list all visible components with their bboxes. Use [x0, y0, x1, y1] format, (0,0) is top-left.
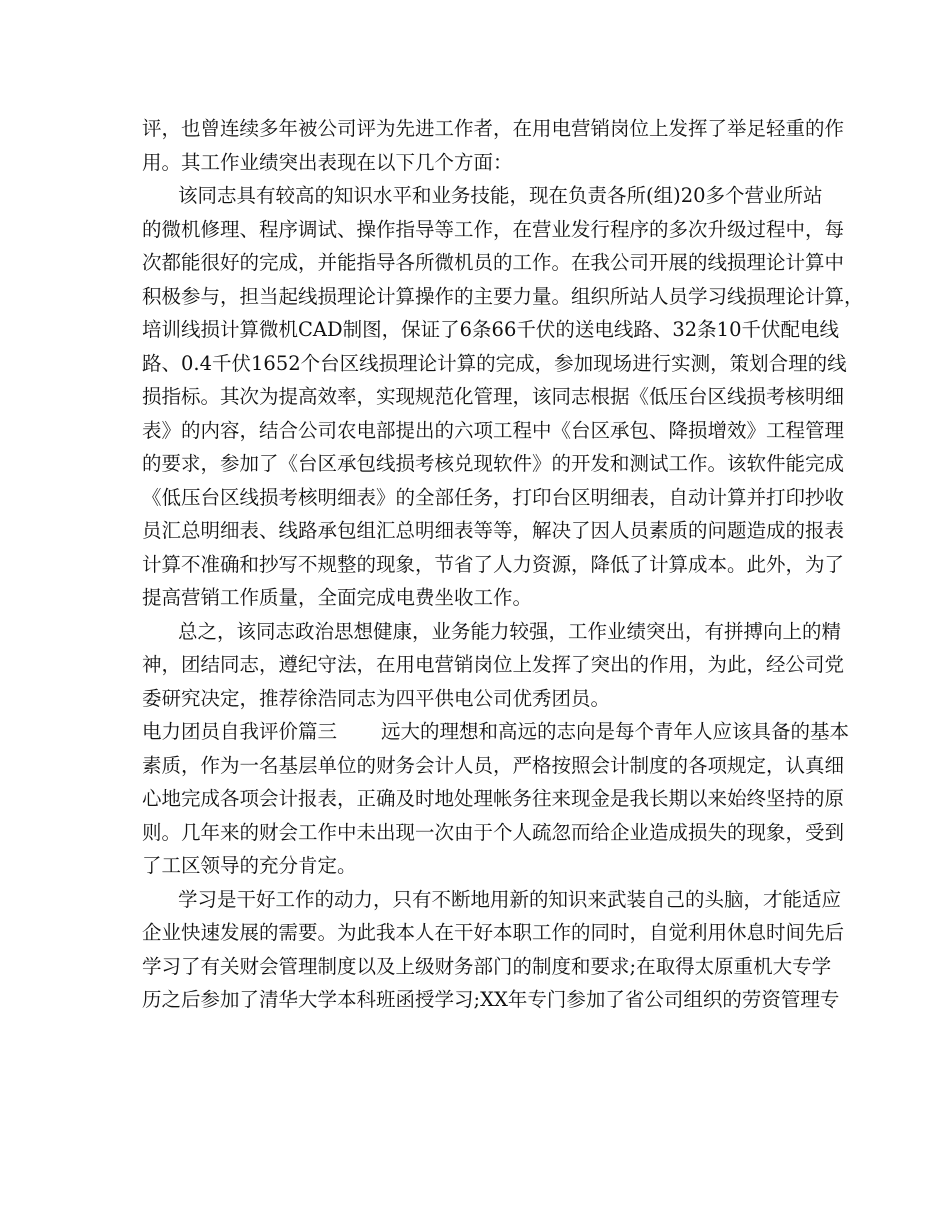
- text-line: 委研究决定，推荐徐浩同志为四平供电公司优秀团员。: [142, 686, 611, 710]
- text-line: 培训线损计算微机CAD制图，保证了6条66千伏的送电线路、32条10千伏配电线: [142, 318, 839, 341]
- text-line: 表》的内容，结合公司农电部提出的六项工程中《台区承包、降损增效》工程管理: [142, 418, 845, 442]
- text-line: 企业快速发展的需要。为此我本人在干好本职工作的同时，自觉利用休息时间先后: [142, 921, 845, 944]
- text-line: 该同志具有较高的知识水平和业务技能，现在负责各所(组)20多个营业所站: [178, 184, 823, 207]
- text-line: 总之，该同志政治思想健康，业务能力较强，工作业绩突出，有拼搏向上的精: [178, 619, 842, 643]
- text-line: 评，也曾连续多年被公司评为先进工作者，在用电营销岗位上发挥了举足轻重的作: [142, 117, 845, 140]
- document-body: [142, 112, 864, 1017]
- section-heading-line: [142, 715, 850, 749]
- text-line: 路、0.4千伏1652个台区线损理论计算的完成，参加现场进行实测，策划合理的线: [142, 351, 847, 375]
- text-line: 历之后参加了清华大学本科班函授学习;XX年专门参加了省公司组织的劳资管理专: [142, 988, 840, 1011]
- text-line: 次都能很好的完成，并能指导各所微机员的工作。在我公司开展的线损理论计算中: [142, 251, 845, 274]
- text-line: 用。其工作业绩突出表现在以下几个方面：: [142, 150, 513, 174]
- text-line: 学习了有关财会管理制度以及上级财务部门的制度和要求;在取得太原重机大专学: [142, 954, 832, 978]
- text-line: 了工区领导的充分肯定。: [142, 854, 357, 877]
- text-line: 《低压台区线损考核明细表》的全部任务，打印台区明细表，自动计算并打印抄收: [142, 485, 845, 509]
- text-line: 的微机修理、程序调试、操作指导等工作，在营业发行程序的多次升级过程中，每: [142, 217, 845, 241]
- text-line: 学习是干好工作的动力，只有不断地用新的知识来武装自己的头脑，才能适应: [178, 887, 842, 911]
- text-line: 的要求，参加了《台区承包线损考核兑现软件》的开发和测试工作。该软件能完成: [142, 452, 845, 475]
- text-line: 积极参与，担当起线损理论计算操作的主要力量。组织所站人员学习线损理论计算，: [142, 284, 864, 308]
- text-line: 损指标。其次为提高效率，实现规范化管理，该同志根据《低压台区线损考核明细: [142, 385, 845, 408]
- section-heading: 电力团员自我评价篇三: [142, 720, 338, 743]
- text-line: 则。几年来的财会工作中未出现一次由于个人疏忽而给企业造成损失的现象，受到: [142, 820, 845, 844]
- text-line: 心地完成各项会计报表，正确及时地处理帐务往来现金是我长期以来始终坚持的原: [142, 787, 845, 810]
- text-line: 提高营销工作质量，全面完成电费坐收工作。: [142, 586, 533, 609]
- text-line: 素质，作为一名基层单位的财务会计人员，严格按照会计制度的各项规定，认真细: [142, 753, 845, 777]
- text-line: 员汇总明细表、线路承包组汇总明细表等等，解决了因人员素质的问题造成的报表: [142, 519, 845, 542]
- text-line: 计算不准确和抄写不规整的现象，节省了人力资源，降低了计算成本。此外，为了: [142, 552, 845, 576]
- text-line: 远大的理想和高远的志向是每个青年人应该具备的基本: [381, 720, 850, 743]
- text-line: 神，团结同志，遵纪守法，在用电营销岗位上发挥了突出的作用，为此，经公司党: [142, 653, 845, 676]
